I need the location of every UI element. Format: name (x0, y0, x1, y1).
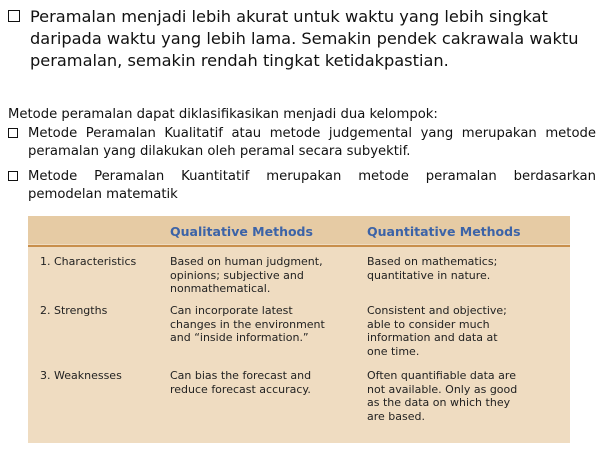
checkbox-bullet-icon (8, 10, 20, 22)
main-bullet (8, 6, 596, 72)
cell-line: able to consider much (367, 317, 490, 331)
cell-qualitative-weaknesses (170, 369, 360, 396)
cell-line: not available. Only as good (367, 382, 518, 396)
main-bullet-text: Peramalan menjadi lebih akurat untuk waktu yang lebih singkat daripada waktu yang lebih lama. Semakin pendek cakrawala waktu peramalan, semakin rendah tingkat ketidakpastian. (30, 7, 579, 70)
cell-qualitative-strengths (170, 304, 360, 345)
cell-line: are based. (367, 409, 425, 423)
sub-bullet-text: Metode Peramalan Kualitatif atau metode judgemental yang merupakan metode peramalan yang dilakukan oleh peramal secara subyektif. (28, 126, 596, 159)
header-qualitative: Qualitative Methods (170, 224, 313, 239)
cell-line: Often quantifiable data are (367, 369, 516, 382)
cell-line: one time. (367, 344, 420, 358)
row-label-weaknesses: 3. Weaknesses (40, 369, 122, 382)
cell-line: quantitative in nature. (367, 268, 491, 282)
cell-line: Can incorporate latest (170, 304, 293, 317)
cell-line: and “inside information.” (170, 331, 309, 344)
checkbox-bullet-icon (8, 171, 18, 181)
row-label-characteristics: 1. Characteristics (40, 255, 137, 268)
sub-bullet-text: Metode Peramalan Kuantitatif merupakan metode peramalan berdasarkan pemodelan matematik (28, 169, 596, 202)
classification-intro: Metode peramalan dapat diklasifikasikan menjadi dua kelompok: (8, 107, 438, 122)
methods-comparison-table (28, 216, 570, 443)
cell-quantitative-strengths (367, 304, 563, 358)
cell-line: opinions; subjective and (170, 268, 304, 282)
checkbox-bullet-icon (8, 128, 18, 138)
cell-line: Can bias the forecast and (170, 369, 312, 382)
cell-line: nonmathematical. (170, 282, 271, 295)
header-quantitative: Quantitative Methods (367, 224, 521, 239)
sub-bullet-qualitative (8, 125, 596, 160)
cell-line: Based on mathematics; (367, 255, 498, 268)
header-divider (28, 245, 570, 247)
cell-line: information and data at (367, 331, 498, 344)
cell-quantitative-weaknesses (367, 369, 563, 423)
row-label-strengths: 2. Strengths (40, 304, 108, 317)
cell-line: as the data on which they (367, 396, 511, 409)
cell-quantitative-characteristics (367, 255, 563, 282)
cell-line: Consistent and objective; (367, 304, 507, 317)
sub-bullet-quantitative (8, 168, 596, 203)
cell-line: Based on human judgment, (170, 255, 323, 268)
cell-qualitative-characteristics (170, 255, 360, 296)
cell-line: reduce forecast accuracy. (170, 382, 311, 396)
cell-line: changes in the environment (170, 317, 325, 331)
